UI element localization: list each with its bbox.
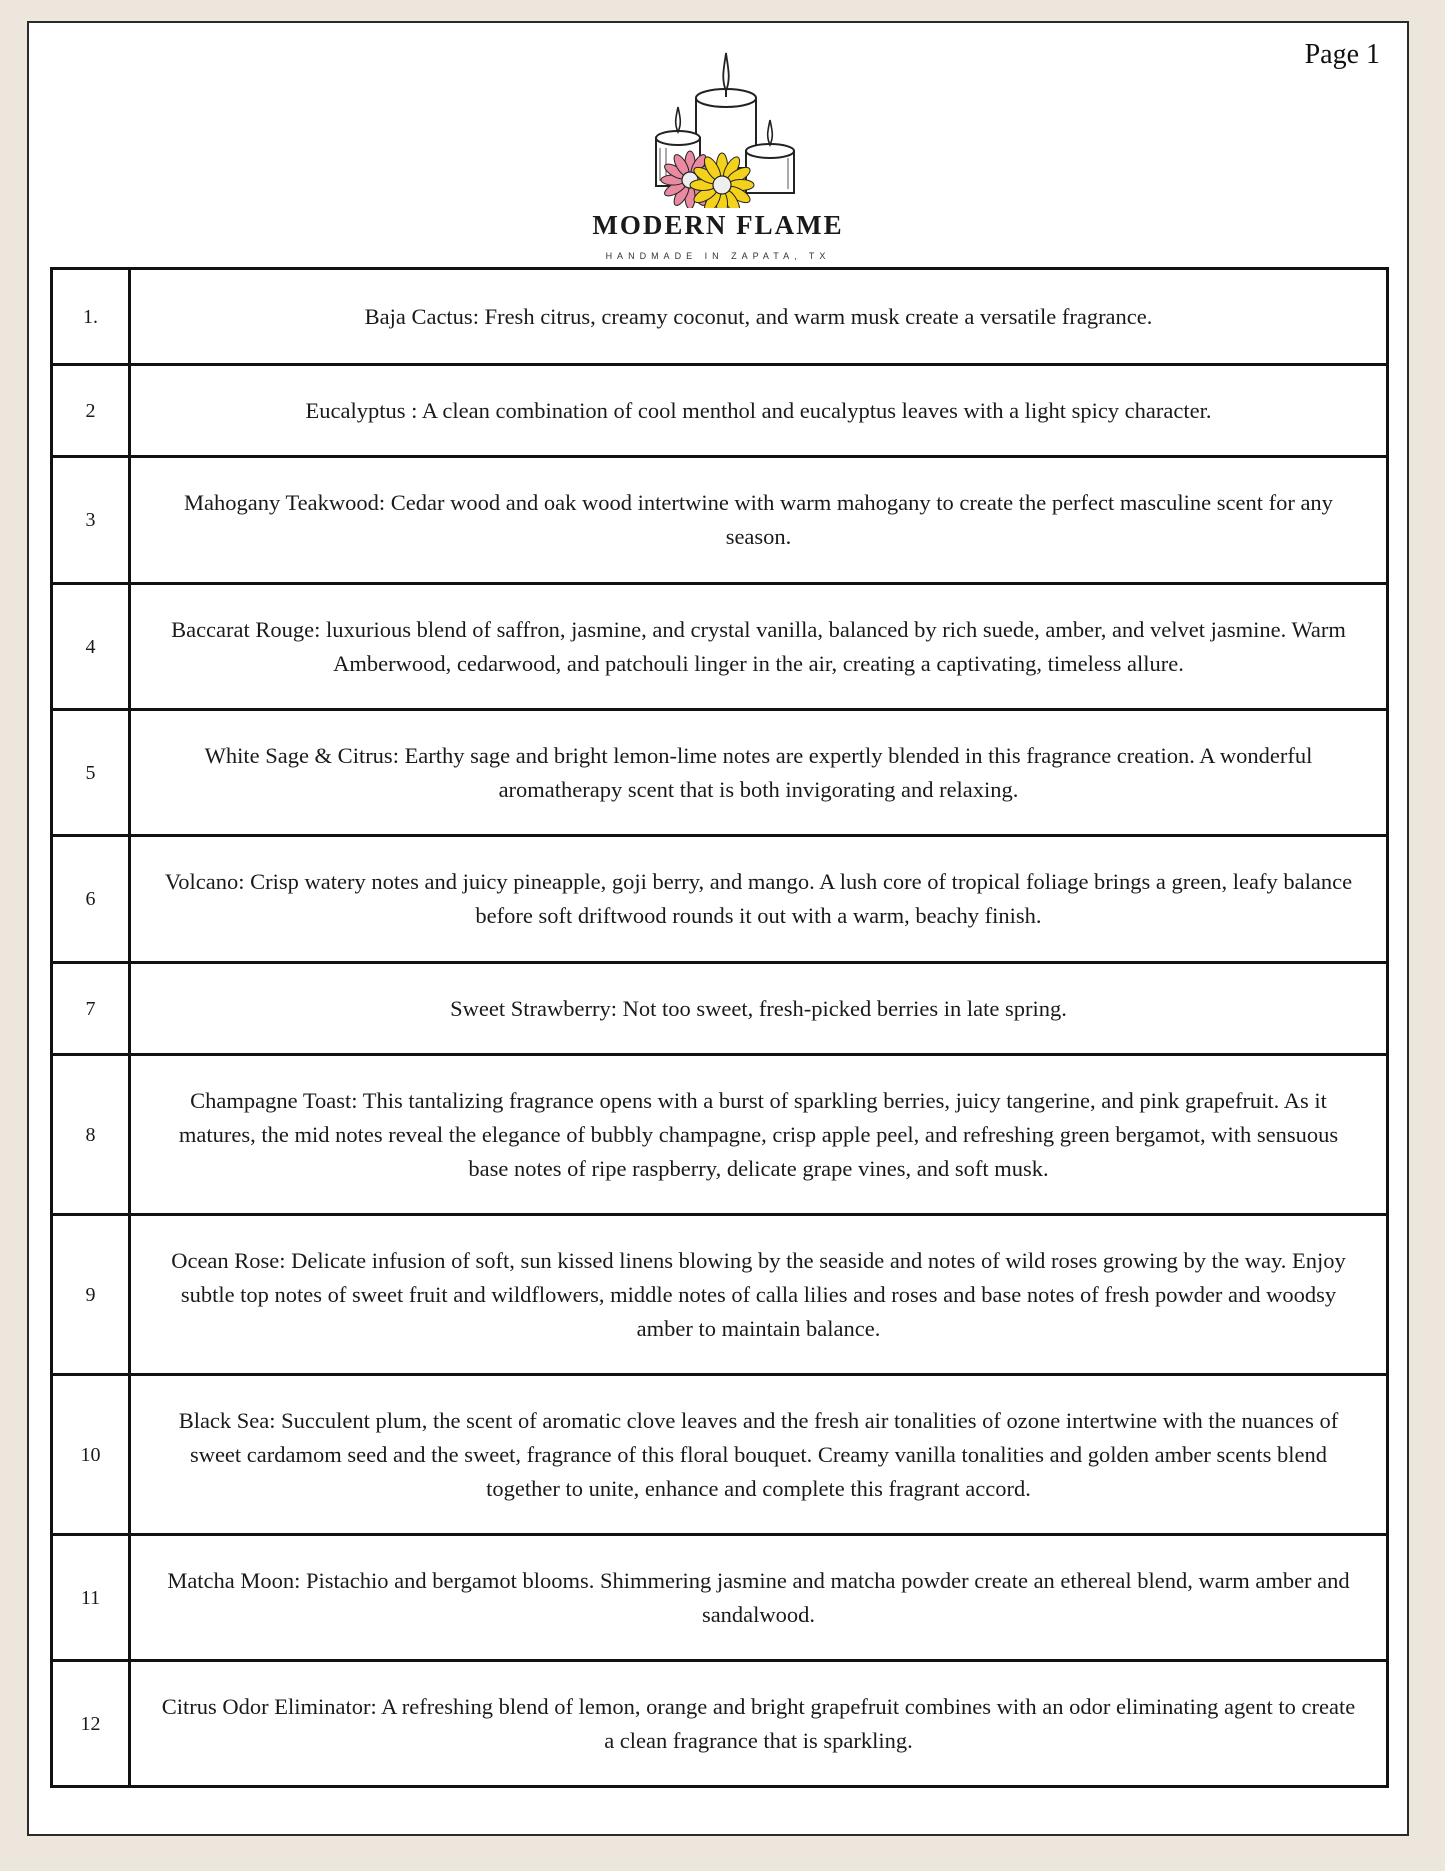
table-row [52, 584, 1388, 710]
table-row [52, 269, 1388, 365]
scent-description: Citrus Odor Eliminator: A refreshing blend of lemon, orange and bright grapefruit combines with an odor eliminating agent to create a clean fragrance that is sparkling. [130, 1661, 1388, 1787]
row-number: 10 [52, 1375, 130, 1535]
table-row [52, 1055, 1388, 1215]
table-row [52, 1215, 1388, 1375]
scent-description: White Sage & Citrus: Earthy sage and bright lemon-lime notes are expertly blended in this fragrance creation. A wonderful aromatherapy scent that is both invigorating and relaxing. [130, 710, 1388, 836]
table-row [52, 836, 1388, 963]
table-row [52, 365, 1388, 457]
row-number: 8 [52, 1055, 130, 1215]
table-row [52, 963, 1388, 1055]
brand-name: MODERN FLAME [592, 210, 844, 240]
row-number: 1. [52, 269, 130, 365]
row-number: 5 [52, 710, 130, 836]
brand-tagline: HANDMADE IN ZAPATA, TX [605, 251, 831, 261]
row-number: 3 [52, 457, 130, 584]
scent-description: Black Sea: Succulent plum, the scent of aromatic clove leaves and the fresh air tonalities of ozone intertwine with the nuances of sweet cardamom seed and the sweet, fragrance of this floral bouquet. Creamy vanilla tonalities and golden amber scents blend together to unite, enhance and complete this fragrant accord. [130, 1375, 1388, 1535]
scent-table [50, 267, 1389, 1788]
scent-description: Champagne Toast: This tantalizing fragrance opens with a burst of sparkling berries, juicy tangerine, and pink grapefruit. As it matures, the mid notes reveal the elegance of bubbly champagne, crisp apple peel, and refreshing green bergamot, with sensuous base notes of ripe raspberry, delicate grape vines, and soft musk. [130, 1055, 1388, 1215]
row-number: 2 [52, 365, 130, 457]
table-row [52, 1661, 1388, 1787]
scent-description: Sweet Strawberry: Not too sweet, fresh-picked berries in late spring. [130, 963, 1388, 1055]
brand-logo [29, 43, 1407, 261]
candles-logo-icon [638, 43, 798, 208]
scent-description: Baccarat Rouge: luxurious blend of saffron, jasmine, and crystal vanilla, balanced by rich suede, amber, and velvet jasmine. Warm Amberwood, cedarwood, and patchouli linger in the air, creating a captivating, timeless allure. [130, 584, 1388, 710]
table-row [52, 457, 1388, 584]
row-number: 9 [52, 1215, 130, 1375]
scent-description: Eucalyptus : A clean combination of cool menthol and eucalyptus leaves with a light spicy character. [130, 365, 1388, 457]
scent-description: Volcano: Crisp watery notes and juicy pineapple, goji berry, and mango. A lush core of tropical foliage brings a green, leafy balance before soft driftwood rounds it out with a warm, beachy finish. [130, 836, 1388, 963]
scent-description: Baja Cactus: Fresh citrus, creamy coconut, and warm musk create a versatile fragrance. [130, 269, 1388, 365]
table-row [52, 1375, 1388, 1535]
table-row [52, 1535, 1388, 1661]
scent-description: Ocean Rose: Delicate infusion of soft, sun kissed linens blowing by the seaside and notes of wild roses growing by the way. Enjoy subtle top notes of sweet fruit and wildflowers, middle notes of calla lilies and roses and base notes of fresh powder and woodsy amber to maintain balance. [130, 1215, 1388, 1375]
scent-description: Matcha Moon: Pistachio and bergamot blooms. Shimmering jasmine and matcha powder create an ethereal blend, warm amber and sandalwood. [130, 1535, 1388, 1661]
row-number: 6 [52, 836, 130, 963]
page-number: Page 1 [1304, 39, 1380, 70]
document-page [27, 21, 1409, 1836]
row-number: 11 [52, 1535, 130, 1661]
row-number: 12 [52, 1661, 130, 1787]
row-number: 7 [52, 963, 130, 1055]
table-row [52, 710, 1388, 836]
scent-description: Mahogany Teakwood: Cedar wood and oak wood intertwine with warm mahogany to create the perfect masculine scent for any season. [130, 457, 1388, 584]
row-number: 4 [52, 584, 130, 710]
